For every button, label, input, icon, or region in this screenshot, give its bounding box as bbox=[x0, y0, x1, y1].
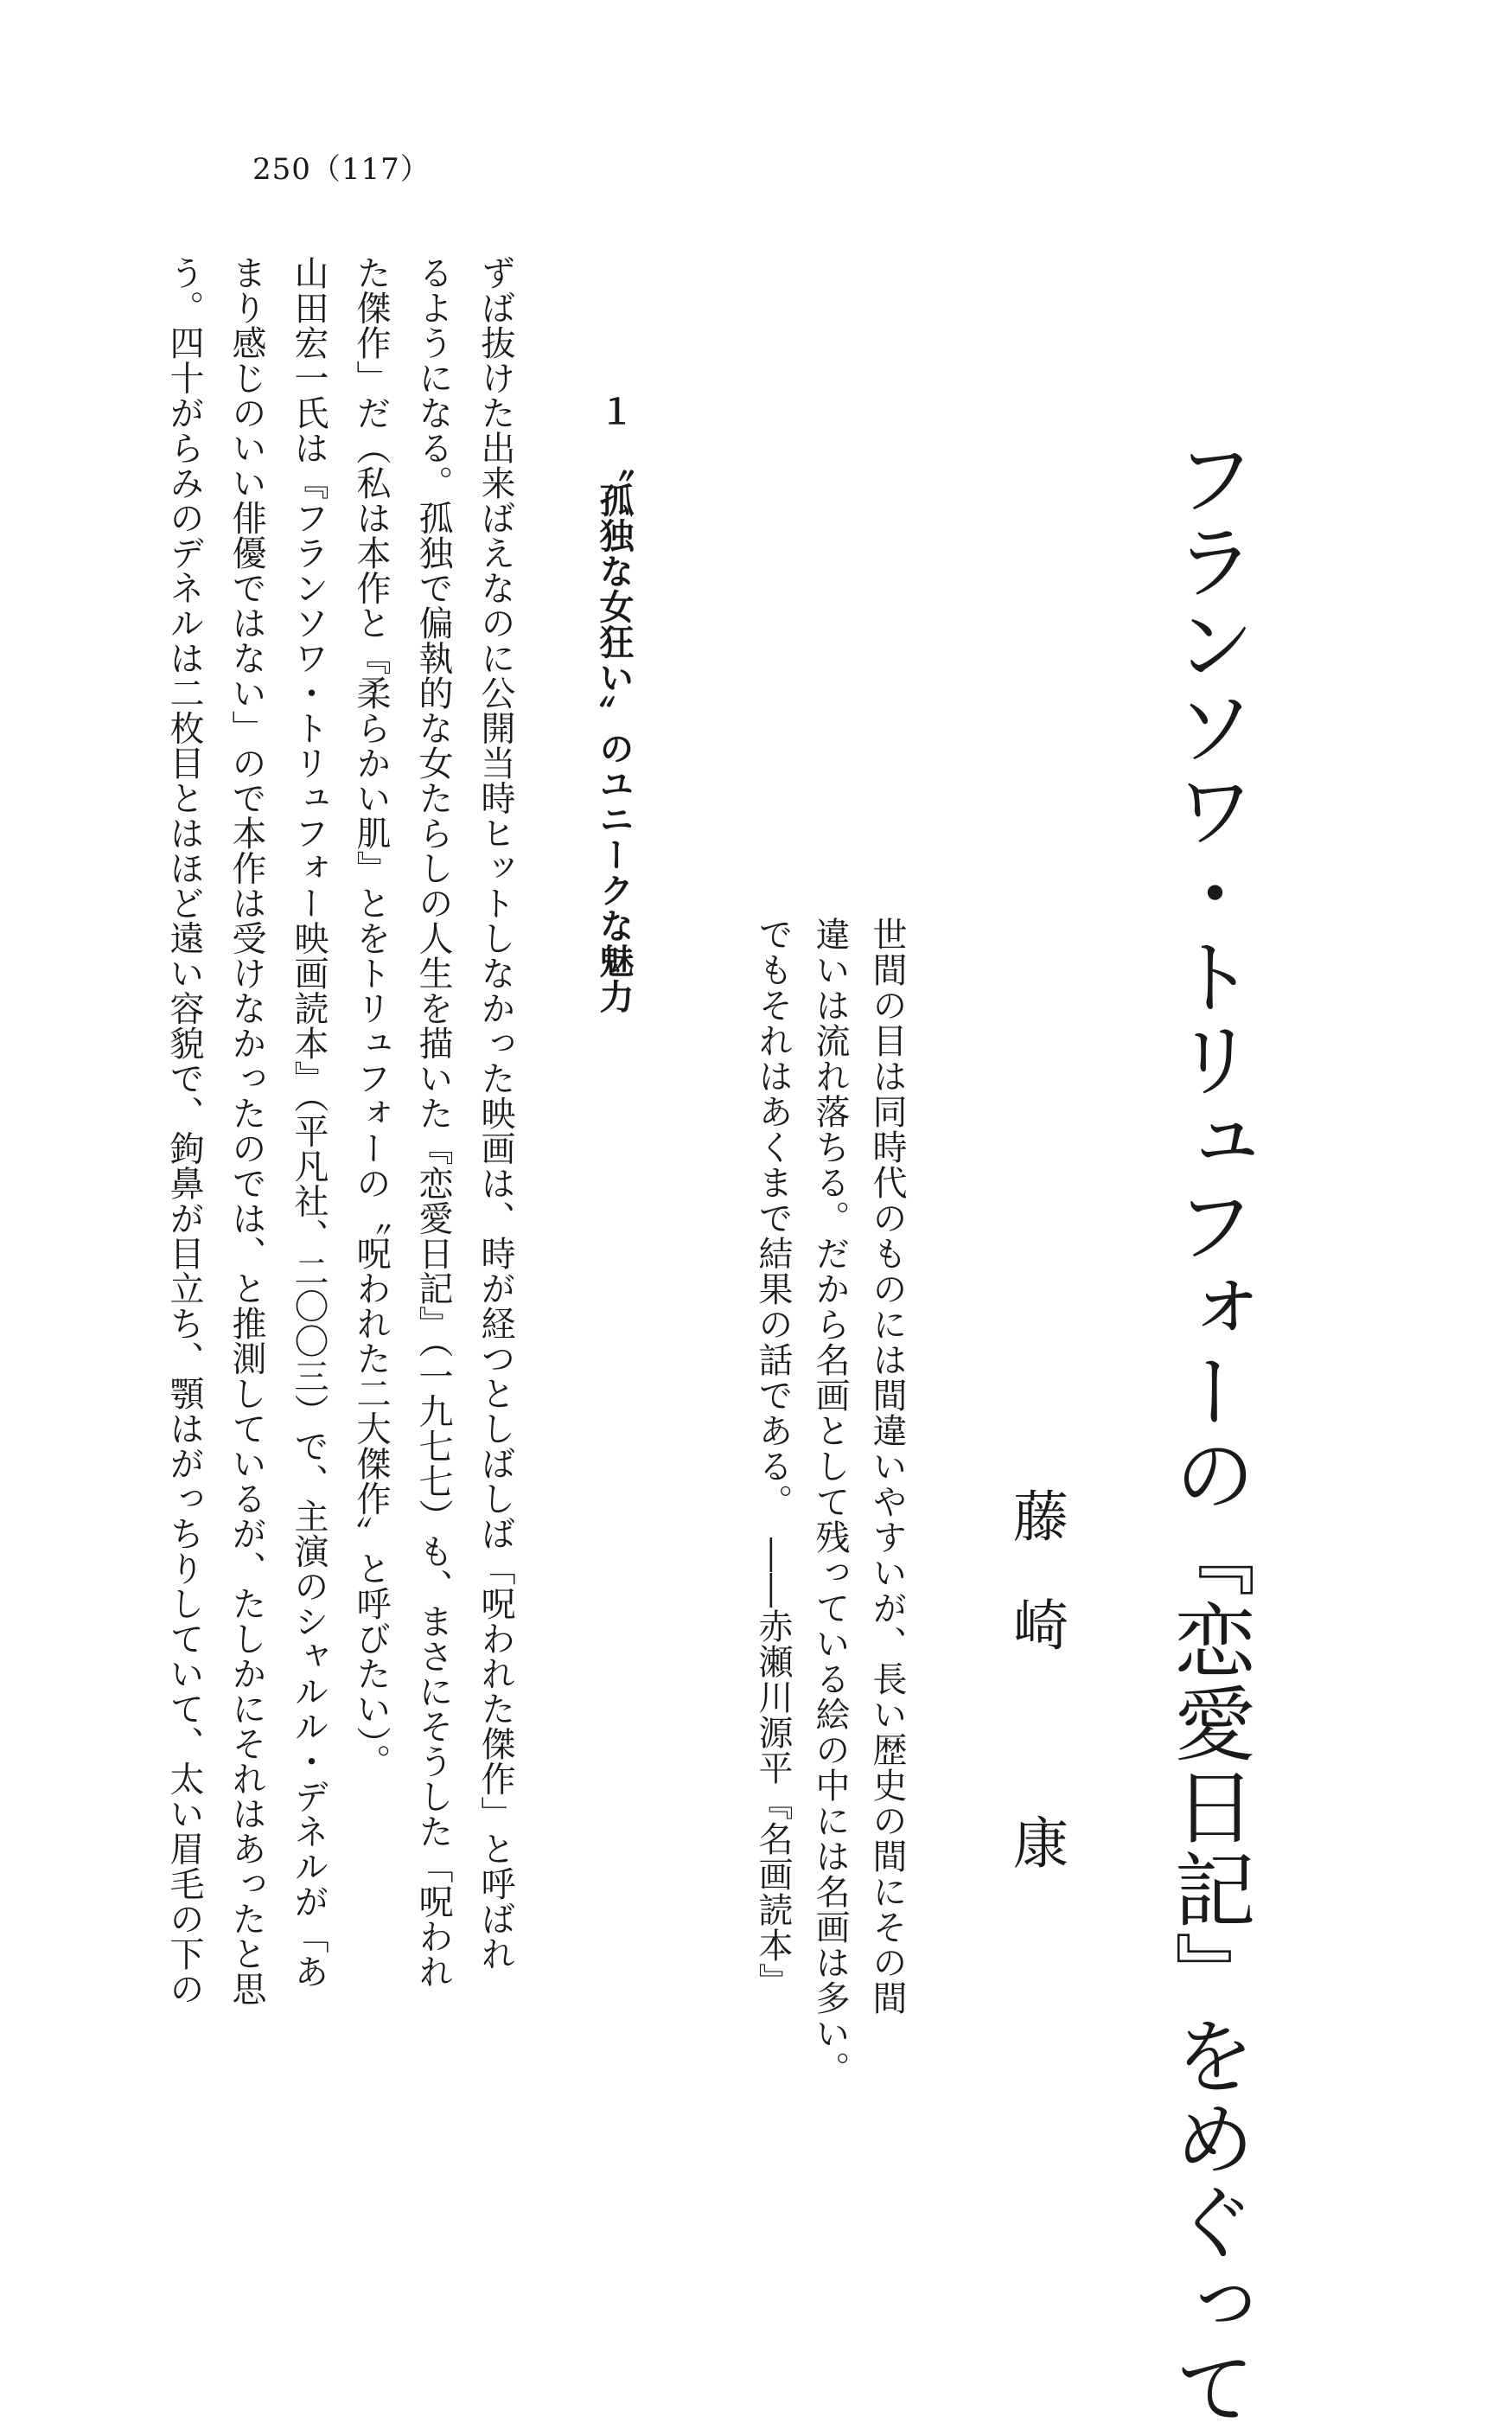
body-line: た傑作」だ（私は本作と『柔らかい肌』とをトリュフォーの〝呪われた二大傑作〟と呼びたい）。 bbox=[351, 255, 391, 1779]
article-title: フランソワ・トリュフォーの『恋愛日記』をめぐって bbox=[1160, 437, 1254, 2429]
page-number: 250（117） bbox=[252, 152, 431, 187]
body-line: 山田宏一氏は『フランソワ・トリュフォー映画読本』（平凡社、二〇〇三）で、主演のシャルル・デネルが「あ bbox=[289, 255, 329, 1989]
author-name: 藤崎 康 bbox=[1004, 1487, 1068, 1923]
body-line: るようになる。孤独で偏執的な女たらしの人生を描いた『恋愛日記』（一九七七）も、まさにそうした「呪われ bbox=[413, 255, 453, 1989]
body-text bbox=[153, 255, 526, 2006]
section-heading: １ 〝孤独な女狂い〟のユニークな魅力 bbox=[594, 393, 634, 1014]
epigraph-line: 世間の目は同時代のものには間違いやすいが、長い歴史の間にその間 bbox=[867, 917, 907, 2016]
body-line: ずば抜けた出来ばえなのに公開当時ヒットしなかった映画は、時が経つとしばしば「呪われた傑作」と呼ばれ bbox=[475, 255, 515, 1972]
body-line: まり感じのいい俳優ではない」ので本作は受けなかったのでは、と推測しているが、たしかにそれはあったと思 bbox=[226, 255, 266, 2006]
epigraph-line: でもそれはあくまで結果の話である。 ――赤瀬川源平『名画読本』 bbox=[753, 917, 793, 1998]
body-line: う。四十がらみのデネルは二枚目とはほど遠い容貌で、鉤鼻が目立ち、顎はがっちりしていて、太い眉毛の下の bbox=[164, 255, 204, 2006]
epigraph bbox=[744, 917, 915, 2087]
epigraph-line: 違いは流れ落ちる。だから名画として残っている絵の中には名画は多い。 bbox=[810, 917, 850, 2087]
